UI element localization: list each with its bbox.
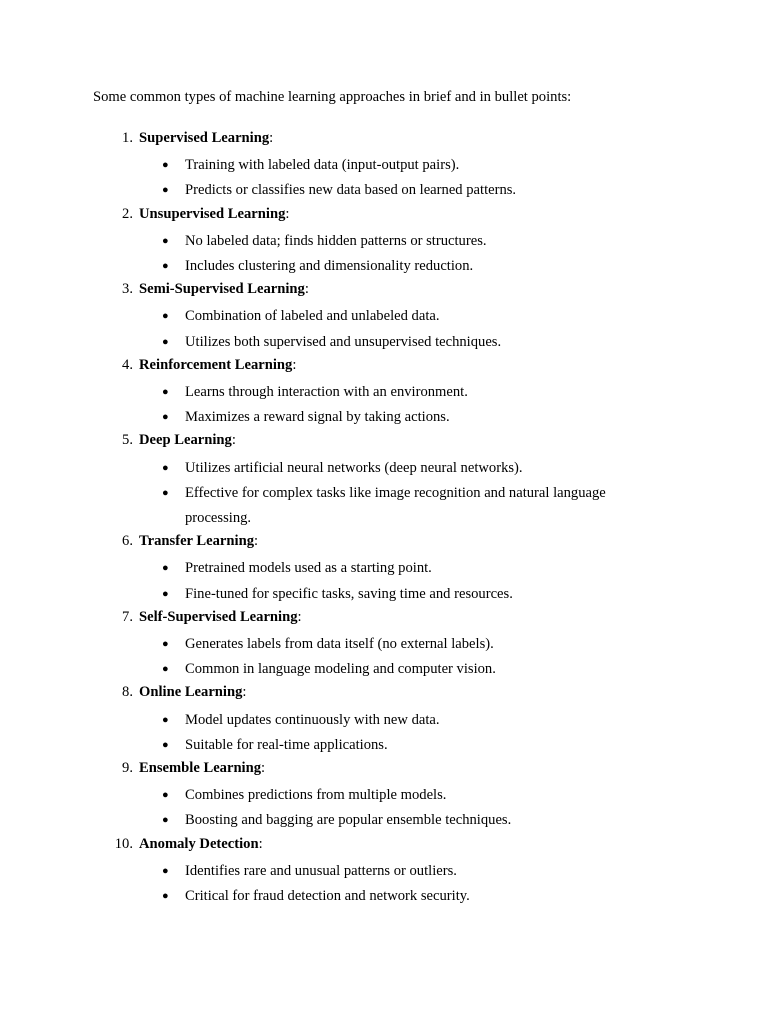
- bullet-list: [0, 380, 768, 430]
- list-item-number: 5.: [122, 432, 133, 449]
- bullet-item: [0, 582, 768, 607]
- bullet-item: [0, 783, 768, 808]
- list-item-number: 6.: [122, 533, 133, 550]
- list-item: [0, 531, 768, 607]
- bullet-item: [0, 708, 768, 733]
- list-item-title: Transfer Learning: [139, 533, 254, 550]
- bullet-text: Common in language modeling and computer vision.: [185, 661, 496, 678]
- list-item-heading: [0, 204, 768, 229]
- bullet-text: Predicts or classifies new data based on learned patterns.: [185, 182, 517, 199]
- bullet-text: Identifies rare and unusual patterns or outliers.: [185, 862, 457, 879]
- bullet-dot-icon: ●: [162, 637, 169, 650]
- list-item-title: Ensemble Learning: [139, 759, 262, 776]
- bullet-list: [0, 556, 768, 606]
- bullet-dot-icon: ●: [162, 411, 169, 424]
- bullet-dot-icon: ●: [162, 461, 169, 474]
- bullet-list: [0, 304, 768, 354]
- bullet-item: [0, 153, 768, 178]
- bullet-dot-icon: ●: [162, 738, 169, 751]
- bullet-text: Fine-tuned for specific tasks, saving time and resources.: [185, 585, 513, 602]
- bullet-dot-icon: ●: [162, 335, 169, 348]
- list-item-title-wrap: [139, 204, 289, 224]
- list-item: [0, 607, 768, 683]
- bullet-text: Maximizes a reward signal by taking actions.: [185, 409, 450, 426]
- list-item-title-suffix: :: [297, 608, 302, 625]
- bullet-dot-icon: ●: [162, 713, 169, 726]
- list-item-title-wrap: [139, 531, 258, 551]
- bullet-item: [0, 380, 768, 405]
- bullet-item: [0, 632, 768, 657]
- list-item-title-suffix: :: [231, 432, 236, 449]
- list-item-title-wrap: [139, 834, 263, 854]
- bullet-dot-icon: ●: [162, 310, 169, 323]
- list-item-title-suffix: :: [258, 835, 263, 852]
- bullet-dot-icon: ●: [162, 184, 169, 197]
- bullet-text: Includes clustering and dimensionality reduction.: [185, 257, 474, 274]
- list-item-heading: [0, 430, 768, 455]
- intro-text: Some common types of machine learning approaches in brief and in bullet points:: [93, 89, 572, 105]
- bullet-item: [0, 884, 768, 909]
- bullet-item: [0, 229, 768, 254]
- list-item-number: 8.: [122, 684, 133, 701]
- list-item-title: Supervised Learning: [139, 130, 270, 146]
- bullet-list: [0, 153, 768, 203]
- bullet-text: Boosting and bagging are popular ensemble techniques.: [185, 812, 512, 829]
- bullet-item: [0, 254, 768, 279]
- list-item: [0, 355, 768, 431]
- bullet-text: Generates labels from data itself (no external labels).: [185, 635, 494, 652]
- list-item-title: Unsupervised Learning: [139, 205, 286, 222]
- bullet-dot-icon: ●: [162, 814, 169, 827]
- bullet-text: Utilizes artificial neural networks (deep neural networks).: [185, 459, 523, 476]
- bullet-item: [0, 733, 768, 758]
- bullet-item: [0, 481, 768, 531]
- bullet-dot-icon: ●: [162, 234, 169, 247]
- bullet-item: [0, 456, 768, 481]
- list-item-heading: [0, 607, 768, 632]
- bullet-list: [0, 859, 768, 909]
- bullet-text: Learns through interaction with an environment.: [185, 383, 468, 400]
- list-item-number: 2.: [122, 205, 133, 222]
- bullet-item: [0, 405, 768, 430]
- list-item-title-suffix: :: [261, 759, 266, 776]
- bullet-text: Pretrained models used as a starting point.: [185, 560, 432, 577]
- list-item-heading: [0, 128, 768, 153]
- list-item-number: 4.: [122, 356, 133, 373]
- list-item-heading: [0, 758, 768, 783]
- bullet-list: [0, 708, 768, 758]
- list-item-number: 7.: [122, 608, 133, 625]
- list-item-title: Deep Learning: [139, 432, 232, 449]
- list-item: [0, 834, 768, 910]
- list-item-number: 10.: [114, 835, 133, 852]
- list-item-title-suffix: :: [285, 205, 290, 222]
- list-item-title-wrap: [139, 128, 273, 148]
- list-item-title-wrap: [139, 430, 236, 450]
- bullet-dot-icon: ●: [162, 663, 169, 676]
- bullet-text: Suitable for real-time applications.: [185, 736, 388, 753]
- bullet-dot-icon: ●: [162, 486, 169, 499]
- list-item-title: Semi-Supervised Learning: [139, 281, 305, 298]
- list-item-heading: [0, 531, 768, 556]
- list-item-number: 3.: [122, 281, 133, 298]
- bullet-dot-icon: ●: [162, 587, 169, 600]
- list-item: [0, 430, 768, 531]
- bullet-text: Model updates continuously with new data.: [185, 711, 440, 728]
- bullet-item: [0, 556, 768, 581]
- list-item-title-suffix: :: [242, 684, 247, 701]
- bullet-dot-icon: ●: [162, 385, 169, 398]
- list-item: [0, 128, 768, 204]
- bullet-item: [0, 178, 768, 203]
- list-item: [0, 682, 768, 758]
- list-item-title-suffix: :: [269, 130, 274, 146]
- bullet-item: [0, 304, 768, 329]
- bullet-dot-icon: ●: [162, 159, 169, 172]
- bullet-list: [0, 456, 768, 532]
- list-item-title: Anomaly Detection: [139, 835, 259, 852]
- list-item-title-suffix: :: [254, 533, 259, 550]
- bullet-text: Combines predictions from multiple models.: [185, 787, 447, 804]
- list-item-title: Reinforcement Learning: [139, 356, 293, 373]
- bullet-list: [0, 783, 768, 833]
- list-item: [0, 758, 768, 834]
- bullet-text: Effective for complex tasks like image recognition and natural language processing.: [185, 484, 606, 526]
- list-item-title-wrap: [139, 758, 265, 778]
- bullet-dot-icon: ●: [162, 889, 169, 902]
- list-item-title-suffix: :: [304, 281, 309, 298]
- list-item-heading: [0, 355, 768, 380]
- bullet-text: Utilizes both supervised and unsupervised techniques.: [185, 333, 502, 350]
- list-item-title-wrap: [139, 682, 246, 702]
- list-item-heading: [0, 279, 768, 304]
- bullet-dot-icon: ●: [162, 562, 169, 575]
- list-item-title-suffix: :: [292, 356, 297, 373]
- bullet-list: [0, 229, 768, 279]
- list-item-number: 1.: [122, 130, 133, 146]
- list-item-heading: [0, 834, 768, 859]
- bullet-text: Critical for fraud detection and network security.: [185, 887, 470, 904]
- list-item-title-wrap: [139, 355, 296, 375]
- approaches-list: [0, 128, 768, 909]
- list-item-number: 9.: [122, 759, 133, 776]
- list-item-title-wrap: [139, 607, 302, 627]
- bullet-item: [0, 859, 768, 884]
- list-item-title: Online Learning: [139, 684, 243, 701]
- list-item: [0, 204, 768, 280]
- bullet-item: [0, 330, 768, 355]
- bullet-text: Combination of labeled and unlabeled data.: [185, 308, 440, 325]
- list-item-title-wrap: [139, 279, 309, 299]
- list-item: [0, 279, 768, 355]
- bullet-list: [0, 632, 768, 682]
- list-item-title: Self-Supervised Learning: [139, 608, 298, 625]
- bullet-dot-icon: ●: [162, 259, 169, 272]
- bullet-item: [0, 808, 768, 833]
- bullet-item: [0, 657, 768, 682]
- bullet-dot-icon: ●: [162, 864, 169, 877]
- bullet-text: Training with labeled data (input-output pairs).: [185, 157, 460, 174]
- list-item-heading: [0, 682, 768, 707]
- bullet-text: No labeled data; finds hidden patterns or structures.: [185, 232, 487, 249]
- bullet-dot-icon: ●: [162, 789, 169, 802]
